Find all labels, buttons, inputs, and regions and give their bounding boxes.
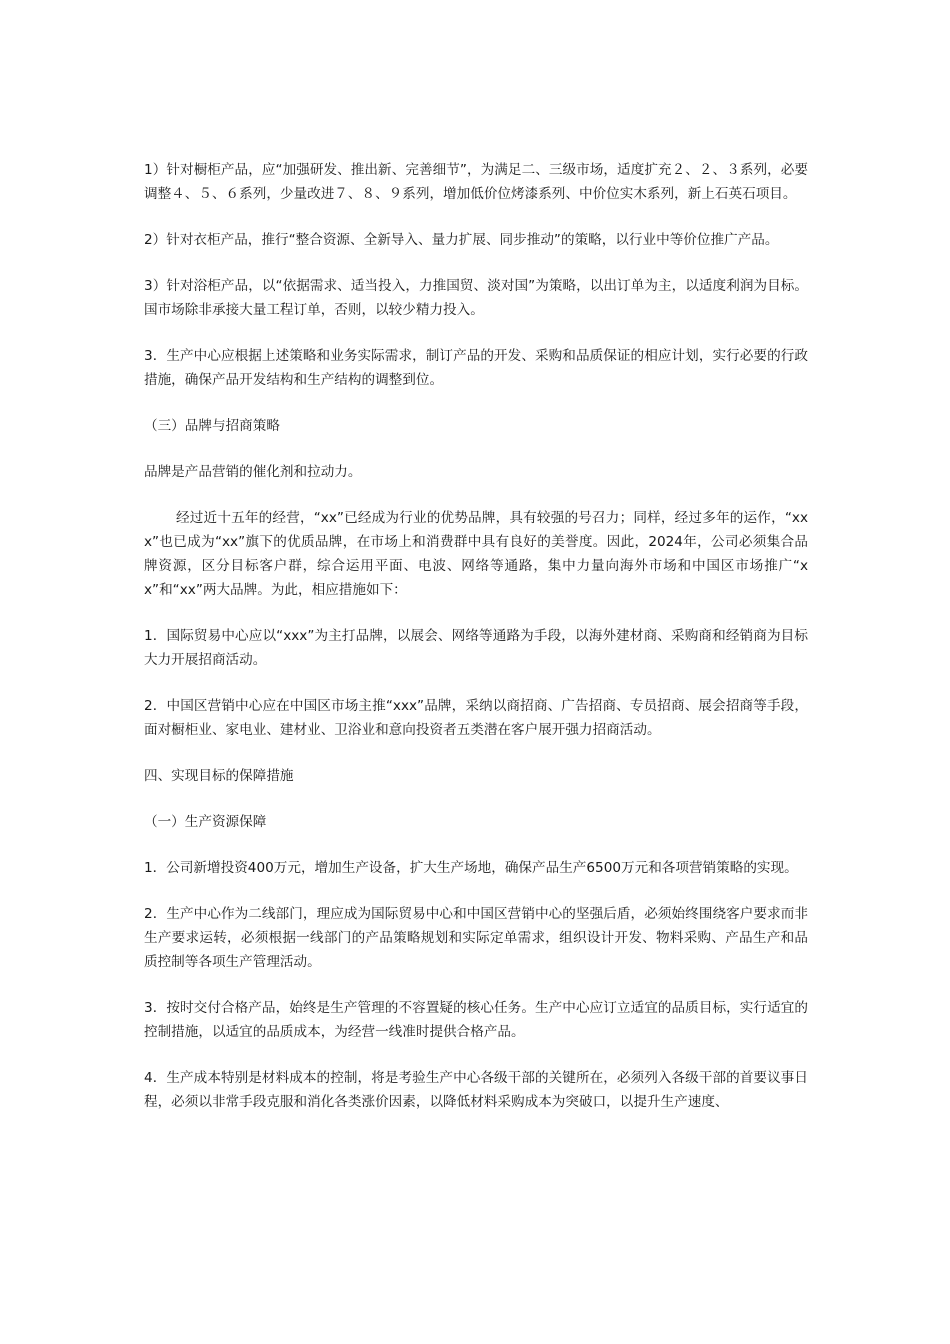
paragraph-production-support: 2．生产中心作为二线部门，理应成为国际贸易中心和中国区营销中心的坚强后盾，必须始终围绕客户要求而非生产要求运转，必须根据一线部门的产品策略规划和实际定单需求，组织设计开发、物料采购、产品生产和品质控制等各项生产管理活动。 <box>144 906 808 970</box>
section-heading-brand-strategy: （三）品牌与招商策略 <box>144 418 280 434</box>
paragraph-bathroom-cabinet-products: 3）针对浴柜产品，以“依据需求、适当投入，力推国贸、淡对国”为策略，以出订单为主，以适度利润为目标。国市场除非承接大量工程订单，否则，以较少精力投入。 <box>144 278 808 318</box>
section-heading-production-resources: （一）生产资源保障 <box>144 814 267 830</box>
section-heading-guarantee-measures: 四、实现目标的保障措施 <box>144 768 294 784</box>
document-body <box>144 158 808 1136</box>
paragraph-brand-history: 经过近十五年的经营，“xx”已经成为行业的优势品牌，具有较强的号召力；同样，经过多年的运作，“xxx”也已成为“xx”旗下的优质品牌，在市场上和消费群中具有良好的美誉度。因此，2024年，公司必须集合品牌资源，区分目标客户群，综合运用平面、电波、网络等通路，集中力量向海外市场和中国区市场推广“xx”和“xx”两大品牌。为此，相应措施如下： <box>144 510 808 598</box>
paragraph-international-trade: 1．国际贸易中心应以“xxx”为主打品牌，以展会、网络等通路为手段，以海外建材商、采购商和经销商为目标大力开展招商活动。 <box>144 628 808 668</box>
paragraph-cost-control: 4．生产成本特别是材料成本的控制，将是考验生产中心各级干部的关键所在，必须列入各级干部的首要议事日程，必须以非常手段克服和消化各类涨价因素，以降低材料采购成本为突破口，以提升生产速度、 <box>144 1070 808 1110</box>
paragraph-new-investment: 1．公司新增投资400万元，增加生产设备，扩大生产场地，确保产品生产6500万元和各项营销策略的实现。 <box>144 860 798 876</box>
paragraph-quality-delivery: 3．按时交付合格产品，始终是生产管理的不容置疑的核心任务。生产中心应订立适宜的品质目标，实行适宜的控制措施，以适宜的品质成本，为经营一线准时提供合格产品。 <box>144 1000 808 1040</box>
paragraph-brand-intro: 品牌是产品营销的催化剂和拉动力。 <box>144 464 362 480</box>
paragraph-china-marketing: 2．中国区营销中心应在中国区市场主推“xxx”品牌，采纳以商招商、广告招商、专员招商、展会招商等手段，面对橱柜业、家电业、建材业、卫浴业和意向投资者五类潜在客户展开强力招商活动。 <box>144 698 808 738</box>
paragraph-production-center-plan: 3．生产中心应根据上述策略和业务实际需求，制订产品的开发、采购和品质保证的相应计划，实行必要的行政措施，确保产品开发结构和生产结构的调整到位。 <box>144 348 808 388</box>
paragraph-wardrobe-products: 2）针对衣柜产品，推行“整合资源、全新导入、量力扩展、同步推动”的策略，以行业中等价位推广产品。 <box>144 232 779 248</box>
paragraph-cabinet-products: 1）针对橱柜产品，应“加强研发、推出新、完善细节”，为满足二、三级市场，适度扩充２、２、３系列，必要调整４、５、６系列，少量改进７、８、９系列，增加低价位烤漆系列、中价位实木系列，新上石英石项目。 <box>144 162 808 202</box>
